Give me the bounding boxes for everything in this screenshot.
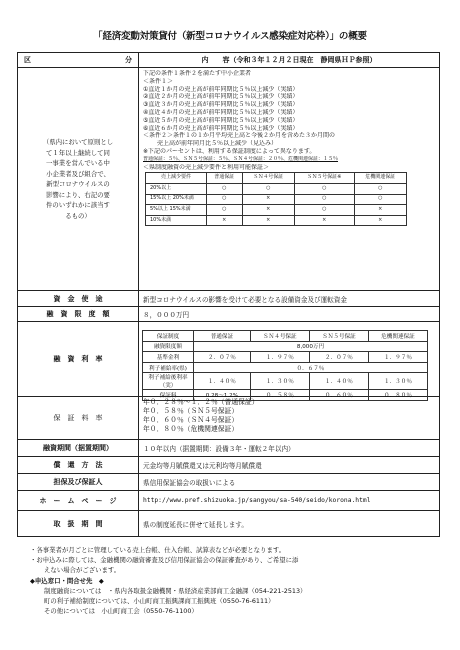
eligibility-label-line: 新型コロナウイルスの	[46, 180, 110, 188]
table-row	[143, 362, 428, 373]
table-cell: 保証料	[143, 390, 194, 401]
header-row	[18, 53, 439, 68]
requirement-table	[145, 172, 407, 226]
table-header-cell: ＳＮ５号保証※	[294, 173, 354, 184]
condition1-item: ③直近３か月の売上高が前年同期比５％以上減少（実績）	[143, 101, 299, 109]
condition1-item: ④直近４か月の売上高が前年同期比５％以上減少（実績）	[143, 108, 299, 116]
table-cell: ×	[242, 194, 294, 205]
contact-heading: ◆申込窓口・問合せ先 ◆	[30, 576, 104, 585]
interest-table	[142, 330, 428, 401]
table-cell: ○	[207, 194, 243, 205]
table-cell: 0.28～1.2%	[194, 390, 251, 401]
table-cell: 利子補給率(県)	[143, 362, 194, 373]
guarantee-rate-row	[18, 397, 439, 440]
footer-line: ・各事業者が月ごとに管理している売上台帳、仕入台帳、試算表などが必要となります。	[30, 546, 286, 554]
period-value: 県の制度延長に併せて延長します。	[143, 520, 248, 529]
eligibility-label-line: 一事業を営んでいる中	[46, 159, 110, 167]
table-cell: １．４０％	[194, 373, 251, 390]
table-row	[146, 205, 407, 216]
condition1-item: ⑤直近５か月の売上高が前年同期比５％以上減少（実績）	[143, 116, 299, 124]
header-center: 内 容（令和３年１２月２日現在 静岡県ＨＰ参照）	[201, 56, 377, 64]
repay-row	[18, 457, 439, 474]
condition1-label: ＜条件１＞	[143, 77, 174, 85]
table-cell: ２．０７％	[309, 352, 368, 363]
eligibility-label-line: るもの）	[65, 211, 91, 220]
table-cell: １．３０％	[368, 373, 427, 390]
table-cell: 融資限度額	[143, 341, 194, 352]
funds-row	[18, 291, 439, 307]
percent-note: ※下記のパーセントは、利用する保証制度によって異なります。	[143, 147, 316, 155]
guarantee-rate-line: 年０．５８％（ＳＮ５号保証）	[143, 407, 239, 415]
table-row	[146, 215, 407, 226]
table-cell: １．９７％	[368, 352, 427, 363]
funds-value: 新型コロナウイルスの影響を受けて必要となる設備資金及び運転資金	[143, 295, 348, 304]
eligibility-label	[18, 68, 139, 290]
table-cell: ×	[207, 215, 243, 226]
repay-label: 償 還 方 法	[18, 457, 139, 473]
table-cell: ○	[354, 194, 406, 205]
limit-value: ８，０００万円	[143, 311, 190, 319]
eligibility-content	[139, 68, 439, 290]
table-cell: １．９７％	[250, 352, 309, 363]
table-header-cell: 普通保証	[207, 173, 243, 184]
table-header-cell: ＳＮ４号保証	[250, 331, 309, 342]
requirement-table-header	[146, 173, 407, 184]
period-row	[18, 511, 439, 536]
table-header-cell: 危機関連保証	[354, 173, 406, 184]
table-cell: ０．６０％	[309, 390, 368, 401]
eligibility-row	[18, 68, 439, 291]
eligibility-label-line: （県内において原則とし	[42, 138, 114, 146]
eligibility-label-line: 影響により、右記の要	[46, 190, 110, 199]
table-row	[143, 352, 428, 363]
table-header-cell: 普通保証	[194, 331, 251, 342]
interest-header-row	[143, 331, 428, 342]
table-cell: ○	[294, 205, 354, 216]
table-cell: ０．６７％	[194, 362, 428, 373]
table-cell: ○	[242, 183, 294, 194]
percent-note-detail: 普通保証：５％、ＳＮ５号保証：５％、ＳＮ４号保証：２０％、危機関連保証：１５％	[143, 155, 339, 162]
collateral-row	[18, 474, 439, 491]
footer-line: えない場合がございます。	[44, 566, 121, 575]
table-cell: ０．８０％	[368, 390, 427, 401]
table-cell: ○	[207, 183, 243, 194]
table-cell: 基準金利	[143, 352, 194, 363]
table-cell: ０．５８％	[250, 390, 309, 401]
collateral-value: 県信用保証協会の取扱いによる	[143, 479, 236, 487]
table-row	[146, 183, 407, 194]
table-cell: 15%以上 20%未満	[146, 194, 207, 205]
table-cell: 利子補給後利率（実）	[143, 373, 194, 390]
contact-line: 制度融資については ・県内各取扱金融機関・県経済産業部商工金融課（054-221-2513）	[44, 586, 307, 595]
condition2-text-cont: 売上高が前年同月比５％以上減少（見込み）	[157, 140, 278, 148]
homepage-label: ホ ー ム ペ ー ジ	[18, 491, 139, 510]
table-cell: 5%以上 15%未満	[146, 205, 207, 216]
table-cell: ×	[242, 205, 294, 216]
limit-label: 融 資 限 度 額	[18, 307, 139, 321]
table-row	[143, 373, 428, 390]
footer-line: ・お申込みに際しては、金融機関の融資審査及び信用保証協会の保証審査があり、ご希望に添	[30, 556, 299, 565]
table-cell: ×	[354, 205, 406, 216]
table-header-cell: 保証制度	[143, 331, 194, 342]
table-row	[143, 341, 428, 352]
interest-table-wrap	[142, 330, 428, 401]
interest-label: 融 資 利 率	[18, 322, 139, 396]
table-cell: １．３０％	[250, 373, 309, 390]
overview-table	[17, 52, 440, 537]
homepage-row	[18, 491, 439, 511]
table-header-cell: 売上減少要件	[146, 173, 207, 184]
requirement-table-caption: ＜県制度融資の売上減少要件と利用可能保証＞	[143, 163, 270, 171]
eligibility-label-line: 件のいずれかに該当す	[46, 201, 110, 209]
header-left-b: 分	[125, 56, 132, 64]
table-cell: ×	[294, 215, 354, 226]
condition1-item: ⑥直近６か月の売上高が前年同期比５％以上減少（実績）	[143, 124, 299, 132]
guarantee-rate-line: 年０．２８％～１．２％（普通保証）	[143, 398, 259, 406]
table-cell: ２．０７％	[194, 352, 251, 363]
condition1-item: ②直近２か月の売上高が前年同期比５％以上減少（実績）	[143, 93, 299, 101]
term-value: １０年以内（据置期間：設備３年・運転２年以内）	[143, 445, 295, 453]
guarantee-rate-line: 年０．８０％（危機関連保証）	[143, 425, 239, 433]
header-left-a: 区	[24, 56, 31, 64]
contact-line: その他については 小山町商工会（0550-76-1100）	[44, 607, 198, 616]
funds-label: 資 金 使 途	[18, 291, 139, 306]
eligibility-label-line: て１年以上継続して同	[46, 148, 110, 157]
term-label: 融資期間（据置期間）	[18, 440, 139, 456]
table-cell: ×	[242, 215, 294, 226]
guarantee-rate-label: 保 証 料 率	[18, 397, 139, 439]
header-left	[18, 53, 139, 67]
homepage-link[interactable]: http://www.pref.shizuoka.jp/sangyou/sa-540/seido/korona.html	[143, 497, 371, 504]
table-header-cell: ＳＮ５号保証	[309, 331, 368, 342]
guarantee-rate-values	[139, 397, 439, 439]
table-cell: 20%以上	[146, 183, 207, 194]
limit-row	[18, 307, 439, 322]
term-row	[18, 440, 439, 457]
table-cell: ×	[354, 215, 406, 226]
table-header-cell: 危機関連保証	[368, 331, 427, 342]
table-cell: ○	[207, 205, 243, 216]
condition2-text: ＜条件２＞条件１の１か月平均売上高と今後２か月を含めた３か月間の	[143, 132, 336, 140]
footer-notes	[30, 545, 450, 616]
eligibility-intro: 下記の条件１条件２を満たす中小企業者	[143, 70, 252, 77]
table-cell: １．４０％	[309, 373, 368, 390]
period-label: 取 扱 期 間	[18, 511, 139, 536]
table-row	[146, 194, 407, 205]
interest-row	[18, 322, 439, 400]
eligibility-label-line: 小企業者及び組合で、	[46, 169, 110, 178]
table-cell: ○	[354, 183, 406, 194]
collateral-label: 担保及び保証人	[18, 474, 139, 490]
condition1-item: ①直近１か月の売上高が前年同期比５％以上減少（実績）	[143, 85, 299, 93]
repay-value: 元金均等月賦償還又は元利均等月賦償還	[143, 462, 262, 470]
table-header-cell: ＳＮ４号保証	[242, 173, 294, 184]
guarantee-rate-line: 年０．６０％（ＳＮ４号保証）	[143, 416, 239, 424]
contact-line: 町の利子補給制度については、小山町商工振興課商工振興班（0550-76-6111）	[44, 597, 275, 606]
table-cell: 10%未満	[146, 215, 207, 226]
table-cell: ○	[294, 194, 354, 205]
table-cell: 8,000万円	[194, 341, 428, 352]
page-title: 「経済変動対策貸付（新型コロナウイルス感染症対応枠）」の概要	[93, 31, 367, 42]
table-cell: ○	[294, 183, 354, 194]
